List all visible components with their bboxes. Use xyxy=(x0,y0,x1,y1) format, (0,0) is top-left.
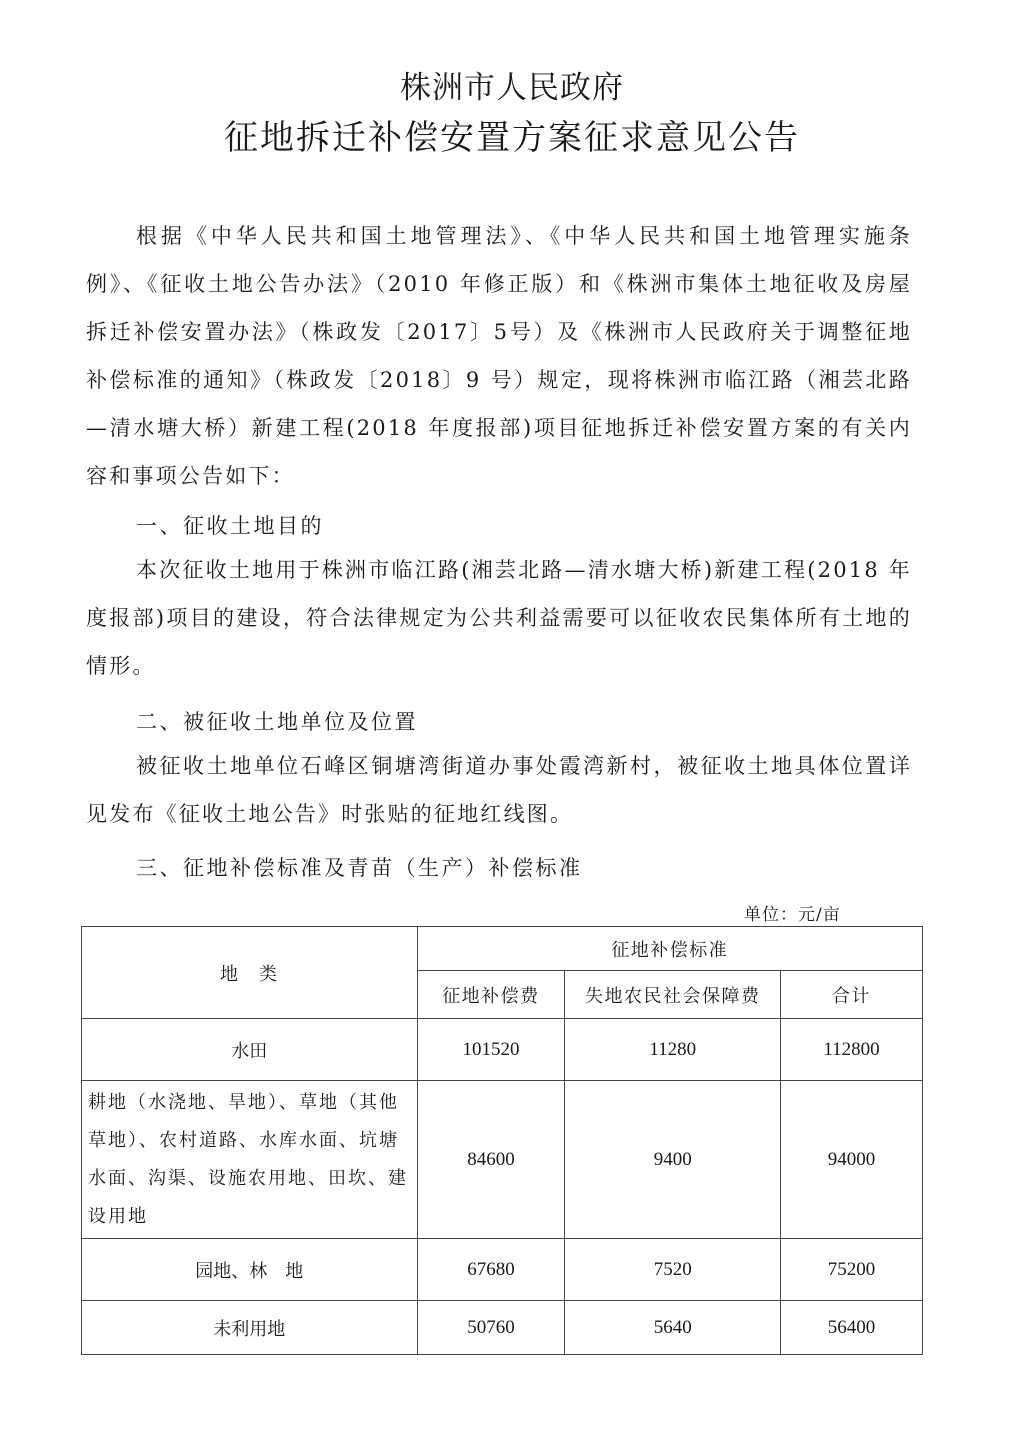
header-total: 合计 xyxy=(781,971,923,1019)
compensation-fee-cell: 67680 xyxy=(417,1239,565,1301)
social-security-cell: 11280 xyxy=(565,1019,781,1081)
compensation-fee-cell: 84600 xyxy=(417,1081,565,1239)
header-compensation-fee: 征地补偿费 xyxy=(417,971,565,1019)
total-cell: 94000 xyxy=(781,1081,923,1239)
header-social-security-fee: 失地农民社会保障费 xyxy=(565,971,781,1019)
section-2-text: 被征收土地单位石峰区铜塘湾街道办事处霞湾新村，被征收土地具体位置详见发布《征收土地公告》时张贴的征地红线图。 xyxy=(86,754,912,826)
section-2-heading: 二、被征收土地单位及位置 xyxy=(136,710,418,734)
section-1-heading: 一、征收土地目的 xyxy=(136,514,324,538)
compensation-fee-cell: 50760 xyxy=(417,1301,565,1355)
land-type-cell: 耕地（水浇地、旱地）、草地（其他草地）、农村道路、水库水面、坑塘水面、沟渠、设施农用地、田坎、建设用地 xyxy=(82,1081,418,1239)
unit-label: 单位：元/亩 xyxy=(744,905,841,925)
section-3-heading: 三、征地补偿标准及青苗（生产）补偿标准 xyxy=(136,856,583,880)
total-cell: 75200 xyxy=(781,1239,923,1301)
table-row xyxy=(82,1019,923,1081)
header-compensation-standard: 征地补偿标准 xyxy=(417,927,922,971)
land-type-cell: 水田 xyxy=(82,1019,418,1081)
document-title-line1: 株洲市人民政府 xyxy=(400,70,624,106)
table-row xyxy=(82,1081,923,1239)
section-1-text: 本次征收土地用于株洲市临江路(湘芸北路—清水塘大桥)新建工程(2018 年度报部)项目的建设，符合法律规定为公共利益需要可以征收农民集体所有土地的情形。 xyxy=(86,558,912,678)
compensation-fee-cell: 101520 xyxy=(417,1019,565,1081)
social-security-cell: 9400 xyxy=(565,1081,781,1239)
table-row xyxy=(82,1239,923,1301)
total-cell: 112800 xyxy=(781,1019,923,1081)
document-title-line2: 征地拆迁补偿安置方案征求意见公告 xyxy=(224,118,800,158)
social-security-cell: 7520 xyxy=(565,1239,781,1301)
land-type-cell: 未利用地 xyxy=(82,1301,418,1355)
total-cell: 56400 xyxy=(781,1301,923,1355)
header-land-type: 地 类 xyxy=(82,927,418,1019)
land-type-cell: 园地、林 地 xyxy=(82,1239,418,1301)
compensation-table xyxy=(81,926,923,1355)
intro-paragraph: 根据《中华人民共和国土地管理法》、《中华人民共和国土地管理实施条例》、《征收土地公告办法》（2010 年修正版）和《株洲市集体土地征收及房屋拆迁补偿安置办法》（株政发〔2017〕5号）及《株洲市人民政府关于调整征地补偿标准的通知》（株政发〔2018〕9 号）规定，现将株洲市临江路（湘芸北路—清水塘大桥）新建工程(2018 年度报部)项目征地拆迁补偿安置方案的有关内容和事项公告如下： xyxy=(86,224,912,488)
table-row xyxy=(82,1301,923,1355)
social-security-cell: 5640 xyxy=(565,1301,781,1355)
